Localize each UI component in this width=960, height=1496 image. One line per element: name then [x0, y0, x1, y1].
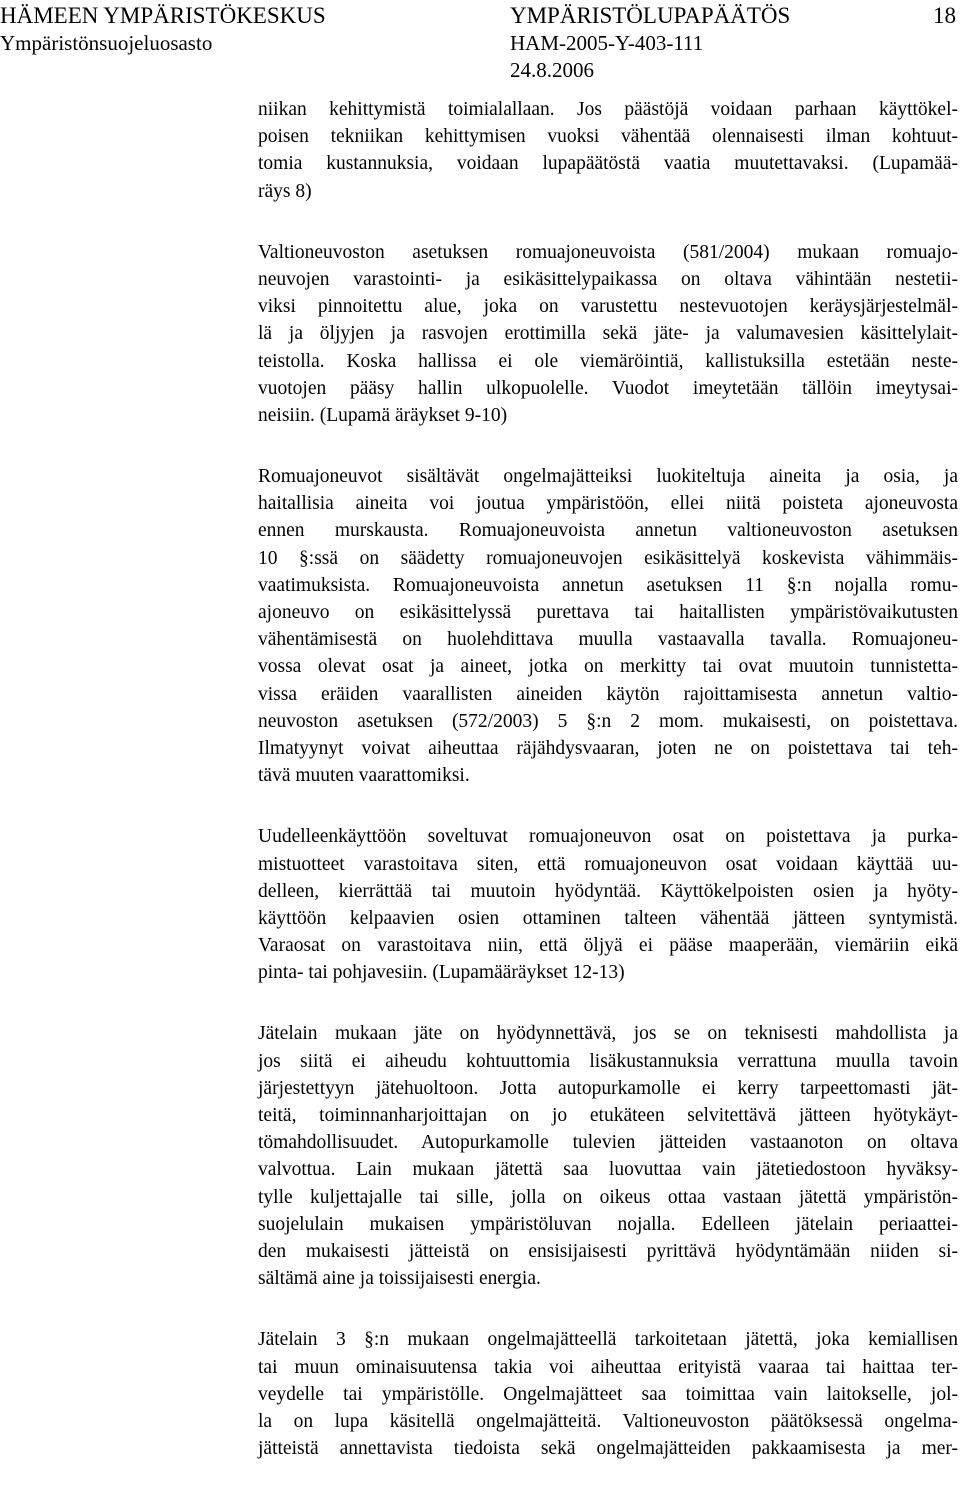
text-line: tömahdollisuudet. Autopurkamolle tulevien jätteiden vastaanoton on oltava [258, 1132, 958, 1154]
text-line: Ilmatyynyt voivat aiheuttaa räjähdysvaaran, joten ne on poistettava tai teh- [258, 737, 958, 759]
organization-name: HÄMEEN YMPÄRISTÖKESKUS [0, 3, 326, 28]
document-type: YMPÄRISTÖLUPAPÄÄTÖS [510, 3, 791, 28]
text-line: jos siitä ei aiheudu kohtuuttomia lisäkustannuksia verrattuna muulla tavoin [258, 1050, 958, 1072]
paragraph [258, 96, 958, 205]
text-line: neuvojen varastointi- ja esikäsittelypaikassa on oltava vähintään nestetii- [258, 268, 958, 290]
text-line: tylle kuljettajalle tai sille, jolla on oikeus ottaa vastaan jätettä ympäristön- [258, 1186, 958, 1208]
text-line: tai muun ominaisuutensa takia voi aiheuttaa erityistä vaaraa tai haittaa ter- [258, 1356, 958, 1378]
text-line: vossa olevat osat ja aineet, jotka on merkitty tai ovat muutoin tunnistetta- [258, 656, 958, 678]
text-line: teitä, toiminnanharjoittajan on jo etukäteen selvitettävä jätteen hyötykäyt- [258, 1105, 958, 1126]
text-line: tomia kustannuksia, voidaan lupapäätöstä vaatia muutettavaksi. (Lupamää- [258, 153, 958, 175]
text-line: neuvoston asetuksen (572/2003) 5 §:n 2 mom. mukaisesti, on poistettava. [258, 710, 958, 732]
text-line: suojelulain mukaisen ympäristöluvan nojalla. Edelleen jätelain periaattei- [258, 1213, 958, 1235]
text-line: sältämä aine ja toissijaisesti energia. [258, 1268, 541, 1290]
text-line: den mukaisesti jätteistä on ensisijaisesti pyrittävä hyödyntämään niiden si- [258, 1240, 958, 1262]
text-line: valvottua. Lain mukaan jätettä saa luovuttaa vain jätetiedostoon hyväksy- [258, 1159, 958, 1181]
page-number: 18 [933, 3, 956, 28]
document-date: 24.8.2006 [510, 58, 594, 82]
paragraph [258, 239, 958, 429]
text-line: teistolla. Koska hallissa ei ole viemäröintiä, kallistuksilla estetään neste- [258, 350, 958, 372]
document-header [0, 0, 960, 80]
text-line: vissa eräiden vaarallisten aineiden käytön rajoittamisesta annetun valtio- [258, 683, 958, 705]
text-line: lä ja öljyjen ja rasvojen erottimilla sekä jäte- ja valumavesien käsittelylait- [258, 323, 958, 345]
text-line: haitallisia aineita voi joutua ympäristöön, ellei niitä poisteta ajoneuvosta [258, 493, 958, 515]
text-line: tävä muuten vaarattomiksi. [258, 765, 470, 787]
document-body [258, 96, 958, 1496]
text-line: vuotojen pääsy hallin ulkopuolelle. Vuodot imeytetään tällöin imeytysai- [258, 377, 958, 399]
text-line: veydelle tai ympäristölle. Ongelmajätteet saa toimittaa vain laitokselle, jol- [258, 1383, 958, 1405]
paragraph [258, 463, 958, 789]
text-line: vähentämisestä on huolehdittava muulla vastaavalla tavalla. Romuajoneu- [258, 629, 958, 651]
text-line: räys 8) [258, 180, 312, 202]
text-line: viksi pinnoitettu alue, joka on varustettu nestevuotojen keräysjärjestelmäl- [258, 296, 958, 318]
text-line: la on lupa käsitellä ongelmajätteitä. Valtioneuvoston päätöksessä ongelma- [258, 1410, 958, 1432]
text-line: järjestettyyn jätehuoltoon. Jotta autopurkamolle ei kerry tarpeettomasti jät- [258, 1077, 958, 1099]
text-line: jätteistä annettavista tiedoista sekä ongelmajätteiden pakkaamisesta ja mer- [258, 1438, 958, 1460]
text-line: Uudelleenkäyttöön soveltuvat romuajoneuvon osat on poistettava ja purka- [258, 826, 958, 848]
text-line: delleen, kierrättää tai muutoin hyödyntää. Käyttökelpoisten osien ja hyöty- [258, 880, 958, 902]
text-line: ennen murskausta. Romuajoneuvoista annetun valtioneuvoston asetuksen [258, 520, 958, 542]
text-line: käyttöön kelpaavien osien ottaminen talteen vähentää jätteen syntymistä. [258, 907, 958, 929]
text-line: neisiin. (Lupamä äräykset 9-10) [258, 404, 508, 426]
text-line: Jätelain mukaan jäte on hyödynnettävä, jos se on teknisesti mahdollista ja [258, 1023, 958, 1045]
text-line: Varaosat on varastoitava niin, että öljyä ei pääse maaperään, viemäriin eikä [258, 935, 958, 957]
text-line: Jätelain 3 §:n mukaan ongelmajätteellä tarkoitetaan jätettä, joka kemiallisen [258, 1329, 958, 1351]
paragraph [258, 823, 958, 986]
text-line: vaatimuksista. Romuajoneuvoista annetun asetuksen 11 §:n nojalla romu- [258, 574, 958, 596]
reference-number: HAM-2005-Y-403-111 [510, 31, 704, 55]
text-line: Romuajoneuvot sisältävät ongelmajätteiksi luokiteltuja aineita ja osia, ja [258, 466, 958, 488]
text-line: poisen tekniikan kehittymisen vuoksi vähentää olennaisesti ilman kohtuut- [258, 126, 958, 148]
paragraph [258, 1020, 958, 1292]
paragraph [258, 1326, 958, 1462]
text-line: ajoneuvo on esikäsittelyssä purettava tai haitallisten ympäristövaikutusten [258, 602, 958, 623]
text-line: niikan kehittymistä toimialallaan. Jos päästöjä voidaan parhaan käyttökel- [258, 99, 958, 120]
department-name: Ympäristönsuojeluosasto [0, 31, 213, 55]
text-line: pinta- tai pohjavesiin. (Lupamääräykset 12-13) [258, 962, 625, 984]
text-line: 10 §:ssä on säädetty romuajoneuvojen esikäsittelyä koskevista vähimmäis- [258, 547, 958, 569]
text-line: mistuotteet varastoitava siten, että romuajoneuvon osat voidaan käyttää uu- [258, 853, 958, 875]
text-line: Valtioneuvoston asetuksen romuajoneuvoista (581/2004) mukaan romuajo- [258, 241, 958, 263]
